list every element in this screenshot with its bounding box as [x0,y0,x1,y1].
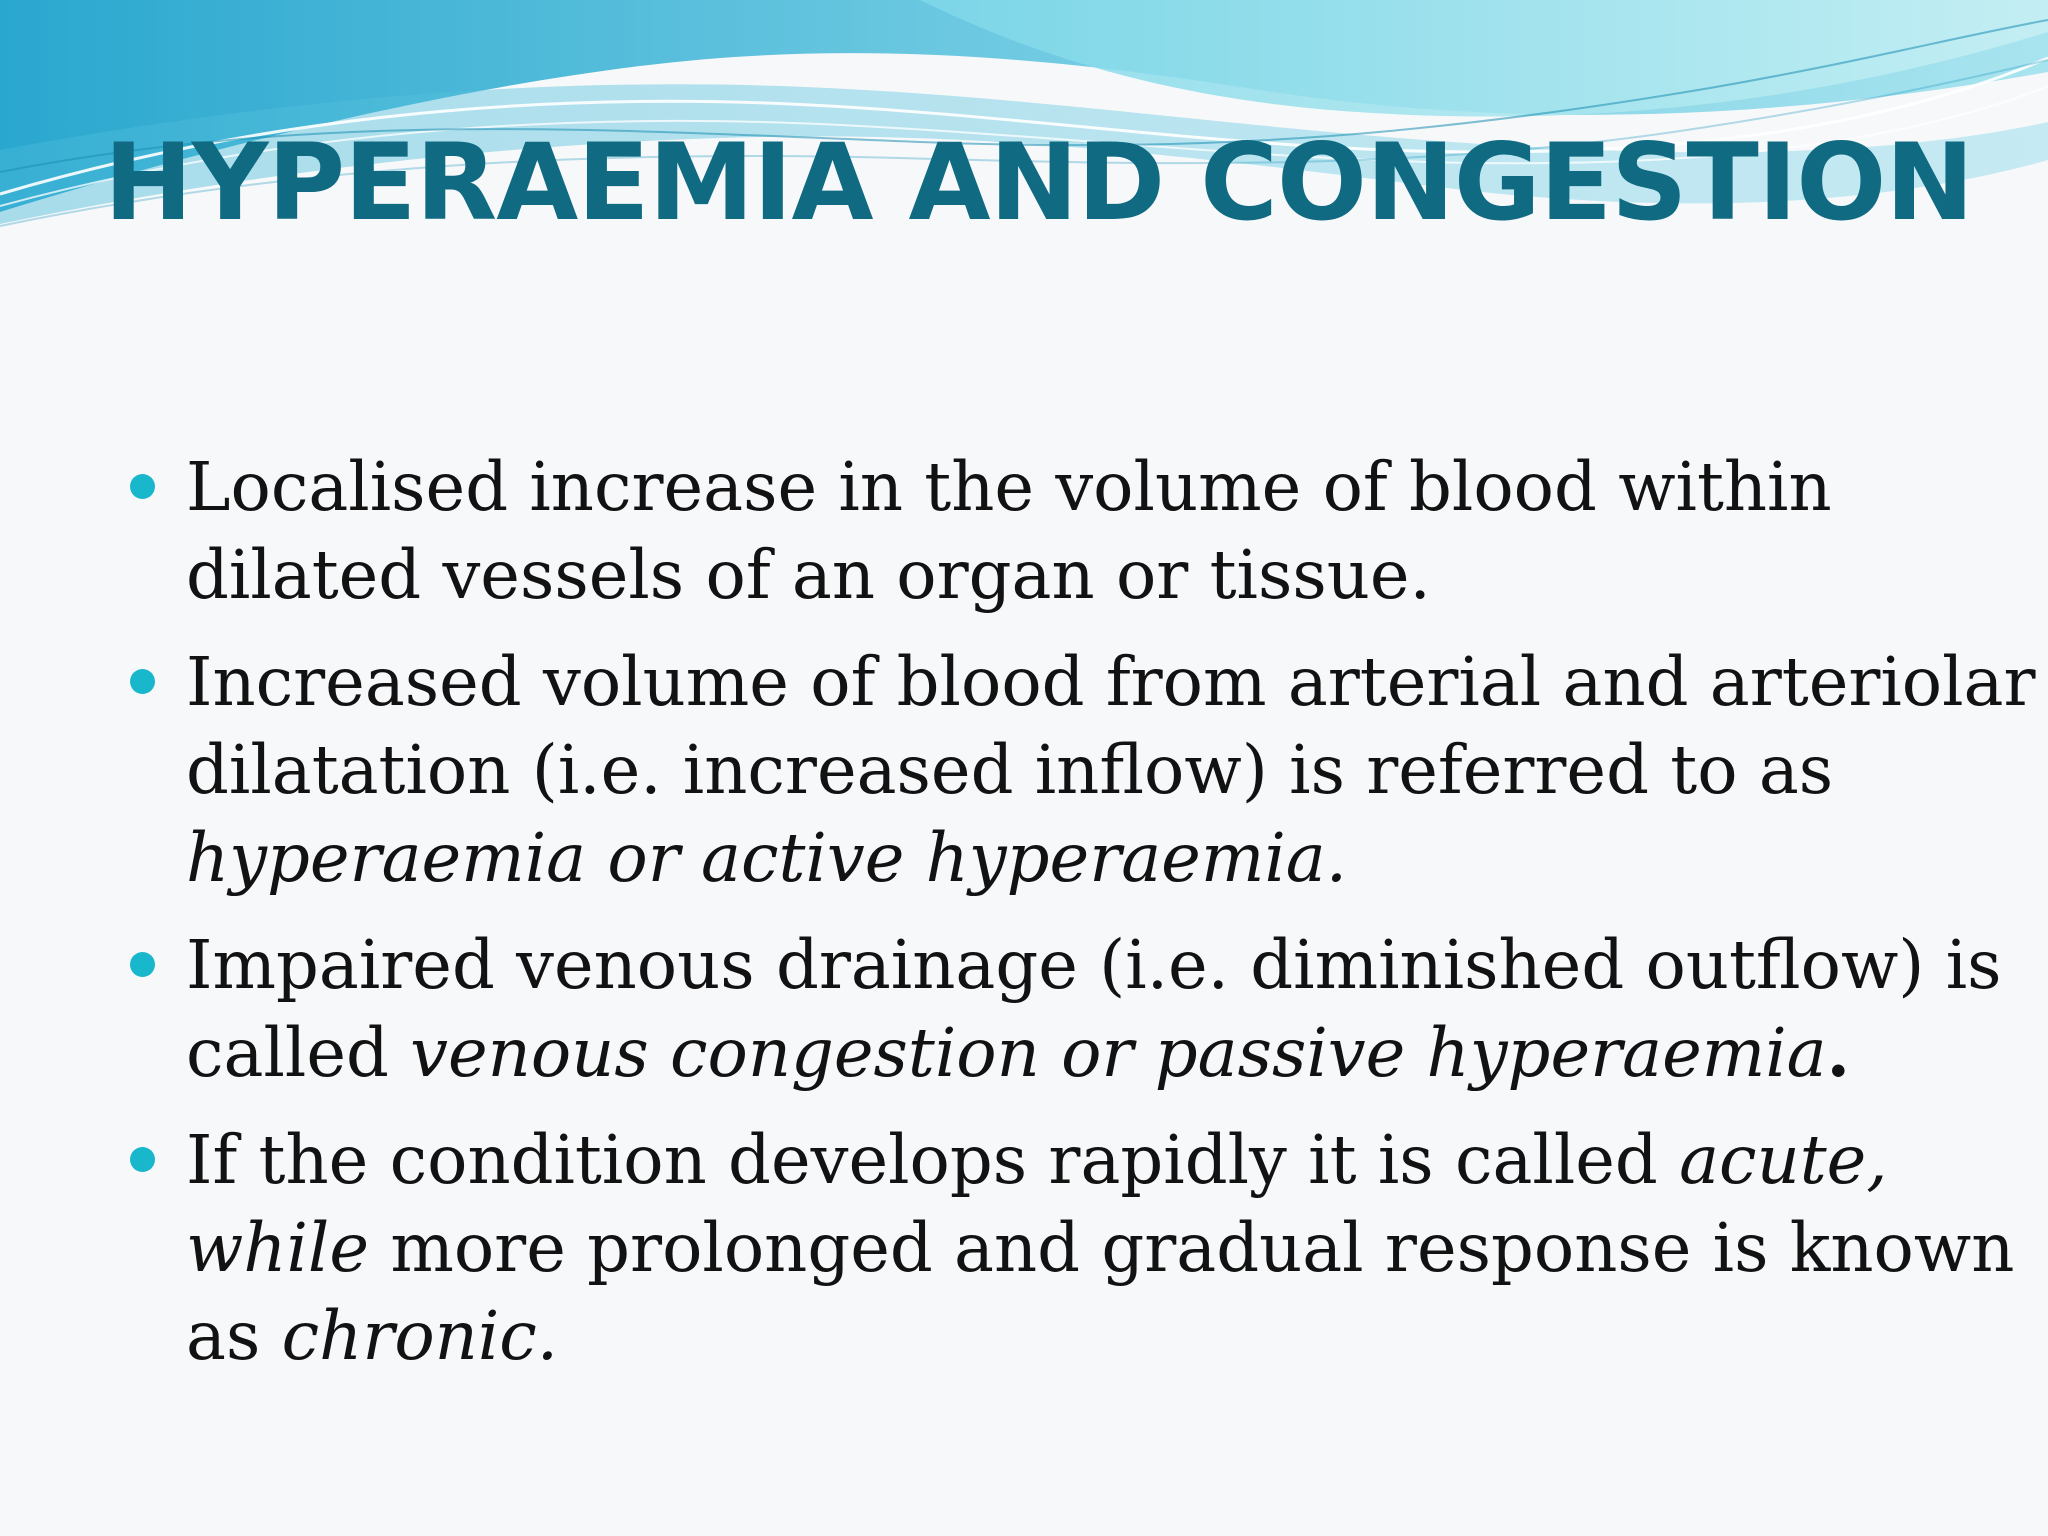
bullet-line [186,1009,1930,1097]
bullet-item [130,638,2036,902]
bullet-text: Increased volume of blood from arterial and arteriolar [186,643,2036,721]
bullet-line [186,1292,1930,1380]
bullet-item [130,443,1930,619]
bullet-emphasis: venous congestion or passive hyperaemia [410,1014,1827,1092]
bullet-dot-icon [130,474,155,499]
bullet-line [186,921,2002,1009]
bullet-list [130,443,2036,1399]
bullet-punctuation: . [1826,1013,1850,1092]
bullet-text: If the condition develops rapidly it is called [186,1121,1680,1199]
bullet-text: more prolonged and gradual response is known [369,1209,2015,1287]
bullet-item [130,1116,2015,1380]
bullet-text: called [186,1014,411,1092]
bullet-line [186,1116,1930,1204]
bullet-emphasis: while [186,1209,370,1287]
bullet-line [186,1204,2015,1292]
slide-title: HYPERAEMIA AND CONGESTION [104,121,1974,244]
bullet-dot-icon [130,1147,155,1172]
bullet-emphasis: hyperaemia or active hyperaemia. [186,819,1348,897]
bullet-text: dilatation (i.e. increased inflow) is referred to as [186,731,1834,809]
bullet-dot-icon [130,669,155,694]
bullet-text: Localised increase in the volume of blood within [186,448,1832,526]
bullet-text: dilated vessels of an organ or tissue. [186,536,1431,614]
bullet-text: Impaired venous drainage (i.e. diminished outflow) is [186,926,2002,1004]
bullet-line [186,531,1930,619]
bullet-line [186,726,1930,814]
bullet-text: as [186,1297,282,1375]
bullet-line [186,443,1930,531]
bullet-line [186,638,2036,726]
bullet-dot-icon [130,952,155,977]
bullet-item [130,921,2002,1097]
bullet-line [186,814,1930,902]
bullet-emphasis: acute, [1679,1121,1888,1199]
wave-shape-light [920,0,2048,116]
bullet-emphasis: chronic. [281,1297,559,1375]
